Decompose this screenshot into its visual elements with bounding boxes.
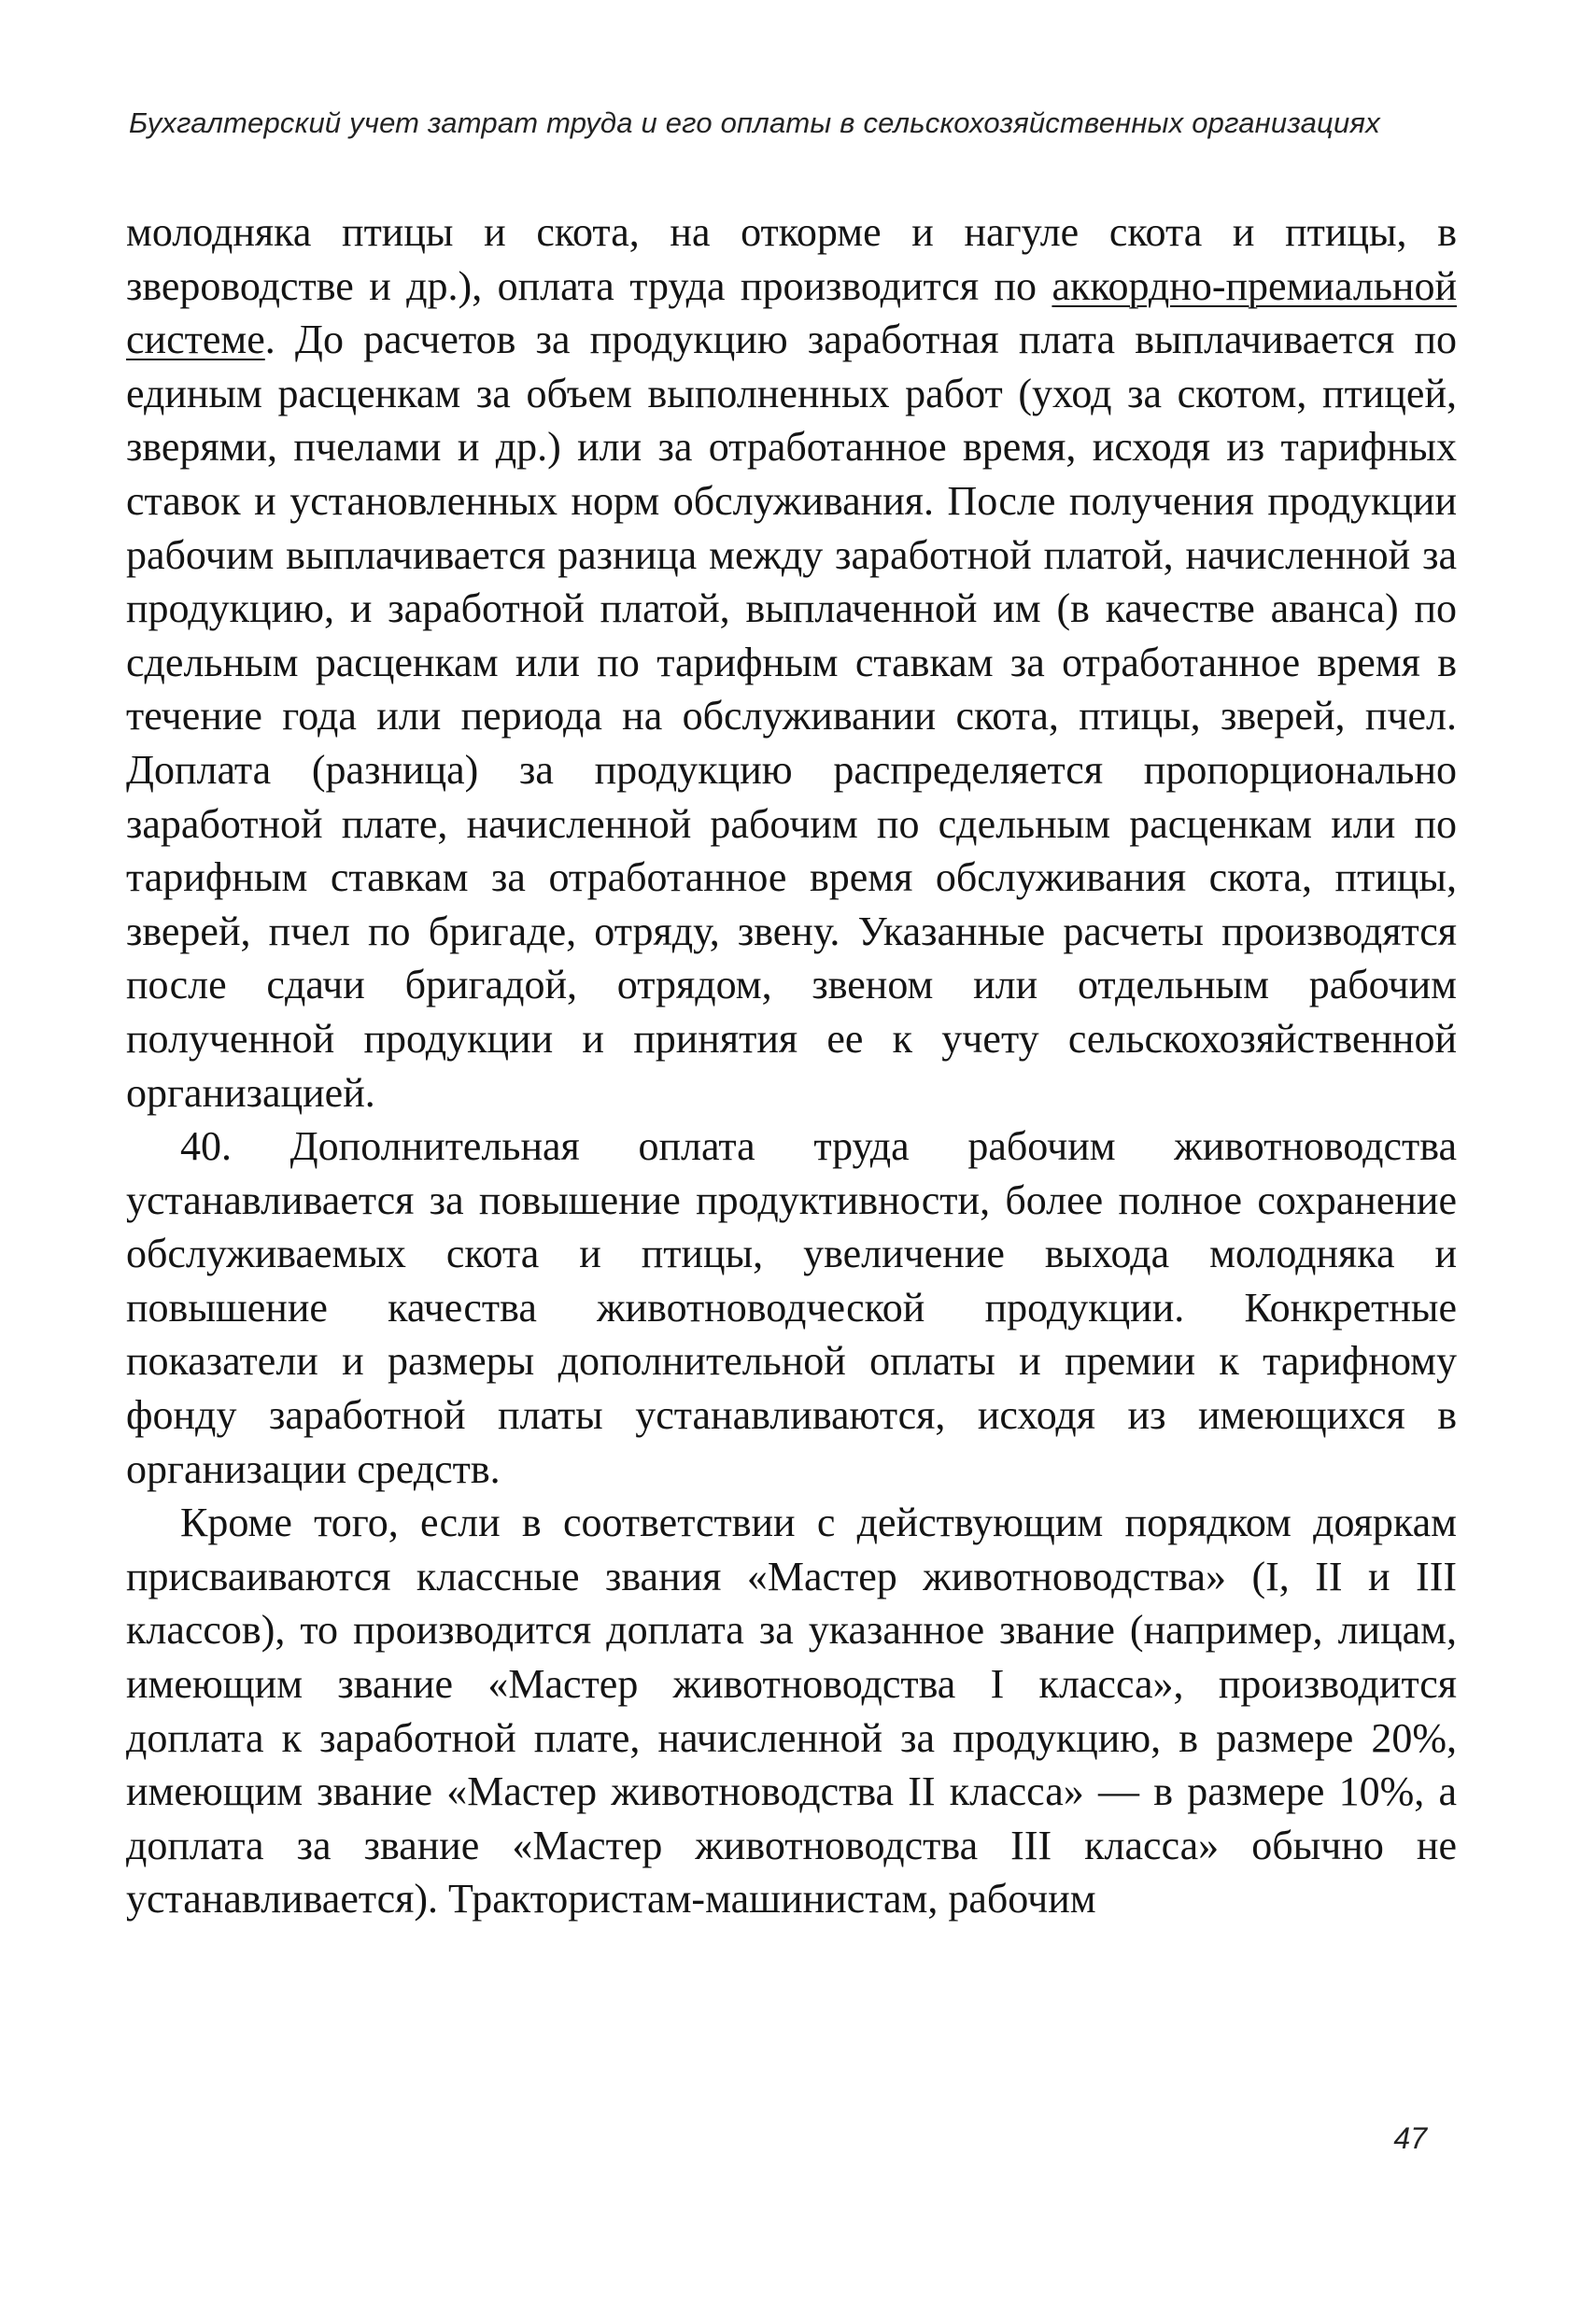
paragraph-1-start: молодняка птицы и скота, на откорме и нагуле скота и птицы, в звероводстве и др.), оплата труда производится по <box>126 209 1457 309</box>
paragraph-class-titles: Кроме того, если в соответствии с действующим порядком дояркам присваиваются классные звания «Мастер животноводства» (I, II и III классов), то производится доплата за указанное звание (например, лицам, имеющим звание «Мастер животноводства I класса», производится доплата к заработной плате, начисленной за продукцию, в размере 20%, имеющим звание «Мастер животноводства II класса» — в размере 10%, а доплата за звание «Мастер животноводства III класса» обычно не устанавливается). Трактористам-машинистам, рабочим <box>126 1500 1457 1923</box>
running-header: Бухгалтерский учет затрат труда и его оплаты в сельскохозяйственных организациях <box>129 106 1380 139</box>
underlined-term: аккордно-премиальной системе <box>126 262 1457 363</box>
paragraph-1-end: . До расчетов за продукцию заработная плата выплачивается по единым расценкам за объем выполненных работ (уход за скотом, птицей, зверями, пчелами и др.) или за отработанное время, исходя из тарифных ставок и установленных норм обслуживания. После получения продукции рабочим выплачивается разница между заработной платой, начисленной за продукцию, и заработной платой, выплаченной им (в качестве аванса) по сдельным расценкам или по тарифным ставкам за отработанное время в течение года или периода на обслуживании скота, птицы, зверей, пчел. Доплата (разница) за продукцию распределяется пропорционально заработной плате, начисленной рабочим по сдельным расценкам или по тарифным ставкам за отработанное время обслуживания скота, птицы, зверей, пчел по бригаде, отряду, звену. Указанные расчеты производятся после сдачи бригадой, отрядом, звеном или отдельным рабочим полученной продукции и принятия ее к учету сельскохозяйственной организацией. <box>126 317 1457 1116</box>
page-body <box>126 205 1457 1926</box>
paragraph-40: 40. Дополнительная оплата труда рабочим животноводства устанавливается за повышение продуктивности, более полное сохранение обслуживаемых скота и птицы, увеличение выхода молодняка и повышение качества животноводческой продукции. Конкретные показатели и размеры дополнительной оплаты и премии к тарифному фонду заработной платы устанавливаются, исходя из имеющихся в организации средств. <box>126 1123 1457 1492</box>
paragraph-continued <box>126 205 1457 1120</box>
page-number: 47 <box>1393 2121 1427 2155</box>
